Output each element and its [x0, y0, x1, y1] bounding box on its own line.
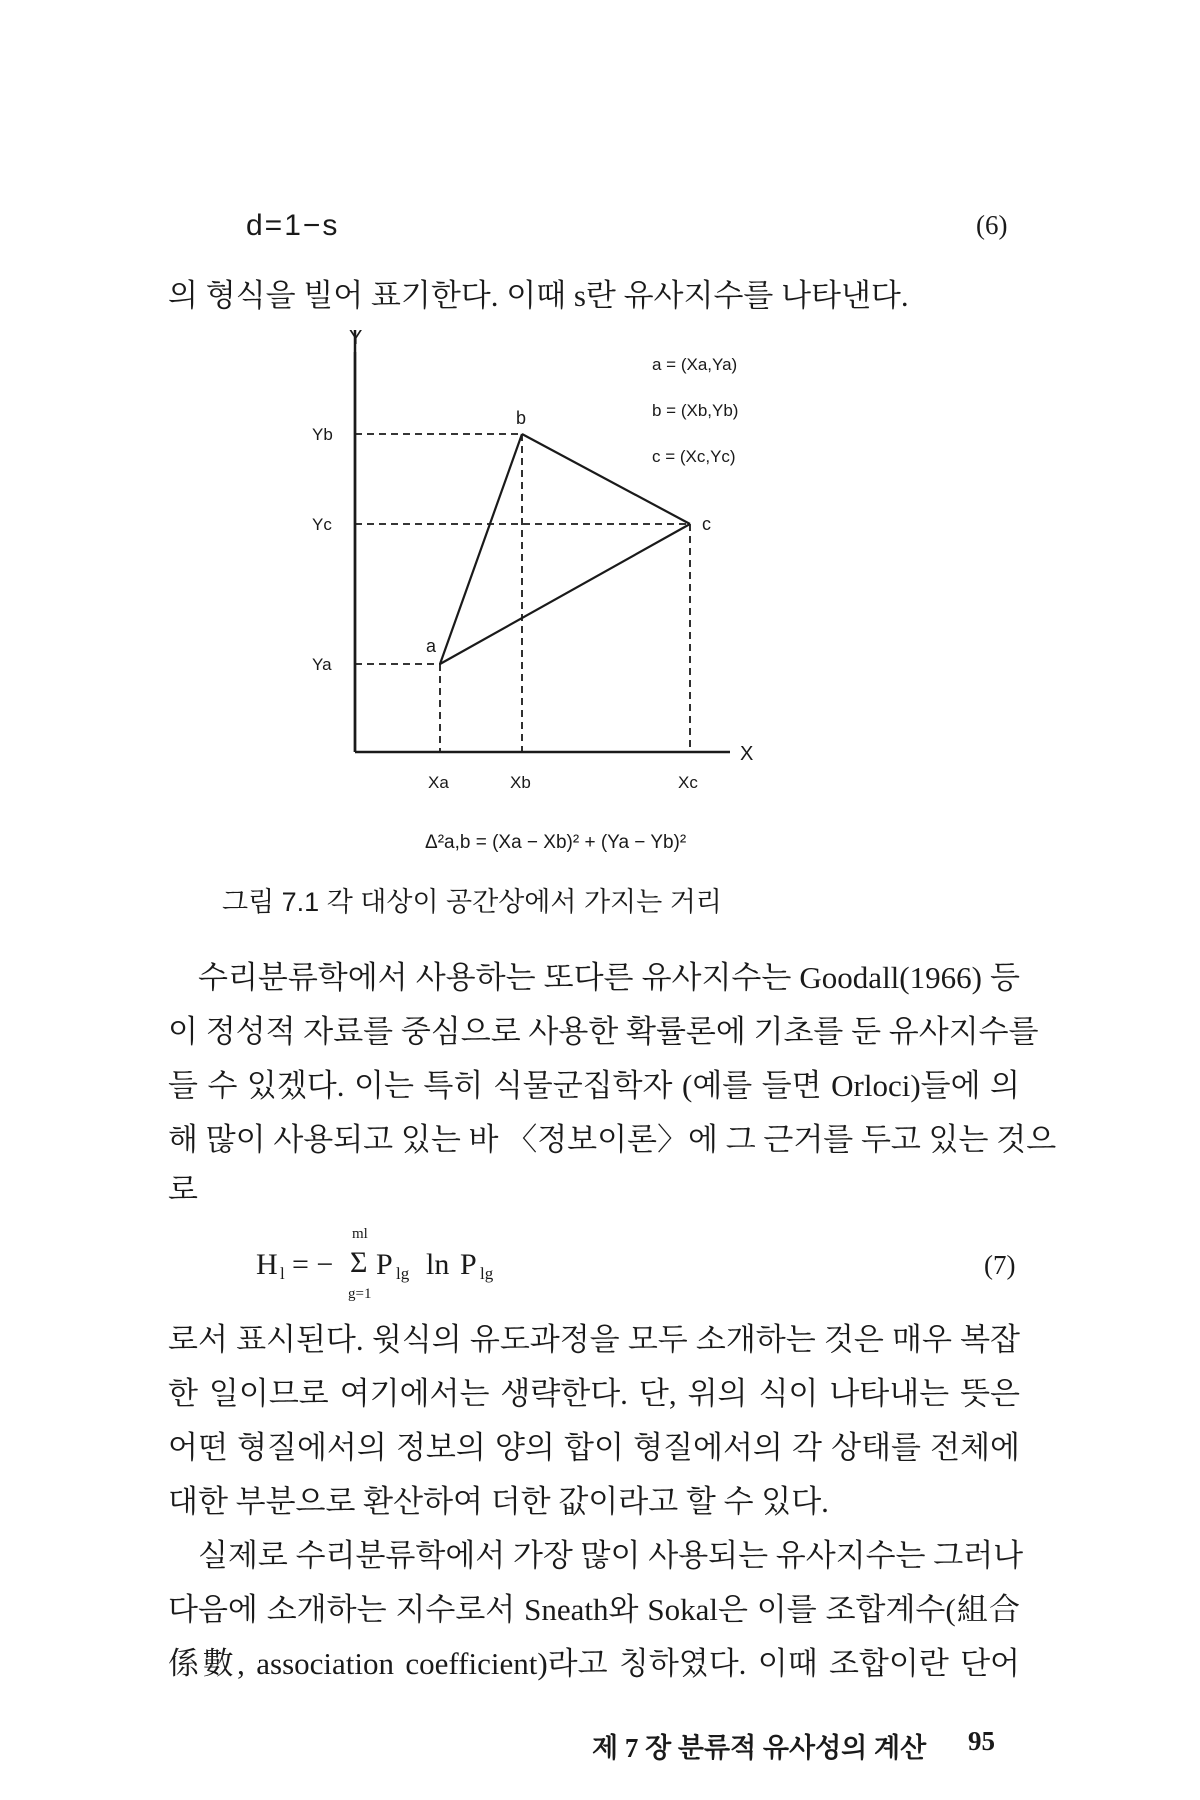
point-label-c: c — [702, 514, 711, 534]
paragraph-1-line: 의 형식을 빌어 표기한다. 이때 s란 유사지수를 나타낸다. — [168, 278, 909, 313]
running-footer: 제 7 장 분류적 유사성의 계산 — [592, 1733, 927, 1763]
x-tick-label: Xc — [678, 773, 698, 792]
paragraph-2-line: 로 — [168, 1172, 198, 1207]
legend-entry: a = (Xa,Ya) — [652, 355, 738, 374]
equation-6-number: (6) — [976, 210, 1008, 240]
paragraph-4-line: 係數, association coefficient)라고 칭하였다. 이때 조합이란 단어 — [168, 1646, 1020, 1681]
eq7-p: P — [460, 1248, 477, 1281]
paragraph-3-line: 대한 부분으로 환산하여 더한 값이라고 할 수 있다. — [168, 1484, 829, 1519]
eq7-sum-lower: g=1 — [348, 1286, 372, 1302]
paragraph-4-line: 다음에 소개하는 지수로서 Sneath와 Sokal은 이를 조합계수(組合 — [168, 1592, 1020, 1627]
y-tick-label: Yb — [312, 425, 333, 444]
eq7-p: P — [376, 1248, 393, 1281]
point-label-a: a — [426, 636, 437, 656]
point-label-b: b — [516, 408, 527, 428]
eq7-lhs: H — [256, 1248, 278, 1281]
paragraph-3-line: 로서 표시된다. 윗식의 유도과정을 모두 소개하는 것은 매우 복잡 — [168, 1322, 1020, 1357]
equation-7-number: (7) — [984, 1250, 1016, 1280]
eq7-sigma: Σ — [350, 1246, 368, 1279]
paragraph-4-line: 실제로 수리분류학에서 가장 많이 사용되는 유사지수는 그러나 — [198, 1538, 1024, 1573]
x-tick-label: Xb — [510, 773, 531, 792]
page-number: 95 — [968, 1726, 995, 1756]
eq7-ln: ln — [426, 1248, 450, 1281]
paragraph-2-line: 해 많이 사용되고 있는 바 〈정보이론〉에 그 근거를 두고 있는 것으 — [168, 1122, 1057, 1157]
axis-y-label: Y — [349, 330, 363, 349]
eq7-p-subscript: lg — [396, 1264, 410, 1283]
paragraph-2-line: 수리분류학에서 사용하는 또다른 유사지수는 Goodall(1966) 등 — [198, 960, 1020, 995]
paragraph-3-line: 한 일이므로 여기에서는 생략한다. 단, 위의 식이 나타내는 뜻은 — [168, 1376, 1020, 1411]
eq7-equals: = − — [292, 1248, 334, 1281]
segment-ac — [440, 524, 690, 664]
y-tick-label: Ya — [312, 655, 332, 674]
legend-entry: b = (Xb,Yb) — [652, 401, 739, 420]
eq7-p-subscript: lg — [480, 1264, 494, 1283]
distance-formula: Δ²a,b = (Xa − Xb)² + (Ya − Yb)² — [425, 832, 687, 853]
eq7-sum-upper: ml — [352, 1226, 368, 1242]
paragraph-3-line: 어떤 형질에서의 정보의 양의 합이 형질에서의 각 상태를 전체에 — [168, 1430, 1020, 1465]
figure-caption: 그림 7.1 각 대상이 공간상에서 가지는 거리 — [222, 887, 722, 917]
y-tick-label: Yc — [312, 515, 332, 534]
axis-x-label: X — [740, 743, 754, 765]
equation-7 — [256, 1226, 616, 1316]
paragraph-2-line: 이 정성적 자료를 중심으로 사용한 확률론에 기초를 둔 유사지수를 — [168, 1014, 1039, 1049]
x-tick-label: Xa — [428, 773, 449, 792]
segment-ab — [440, 434, 522, 664]
distance-figure — [300, 330, 820, 860]
eq7-lhs-subscript: l — [280, 1264, 285, 1283]
paragraph-2-line: 들 수 있겠다. 이는 특히 식물군집학자 (예를 들면 Orloci)들에 의 — [168, 1068, 1020, 1103]
legend-entry: c = (Xc,Yc) — [652, 447, 736, 466]
equation-6: d=1−s — [246, 209, 340, 242]
